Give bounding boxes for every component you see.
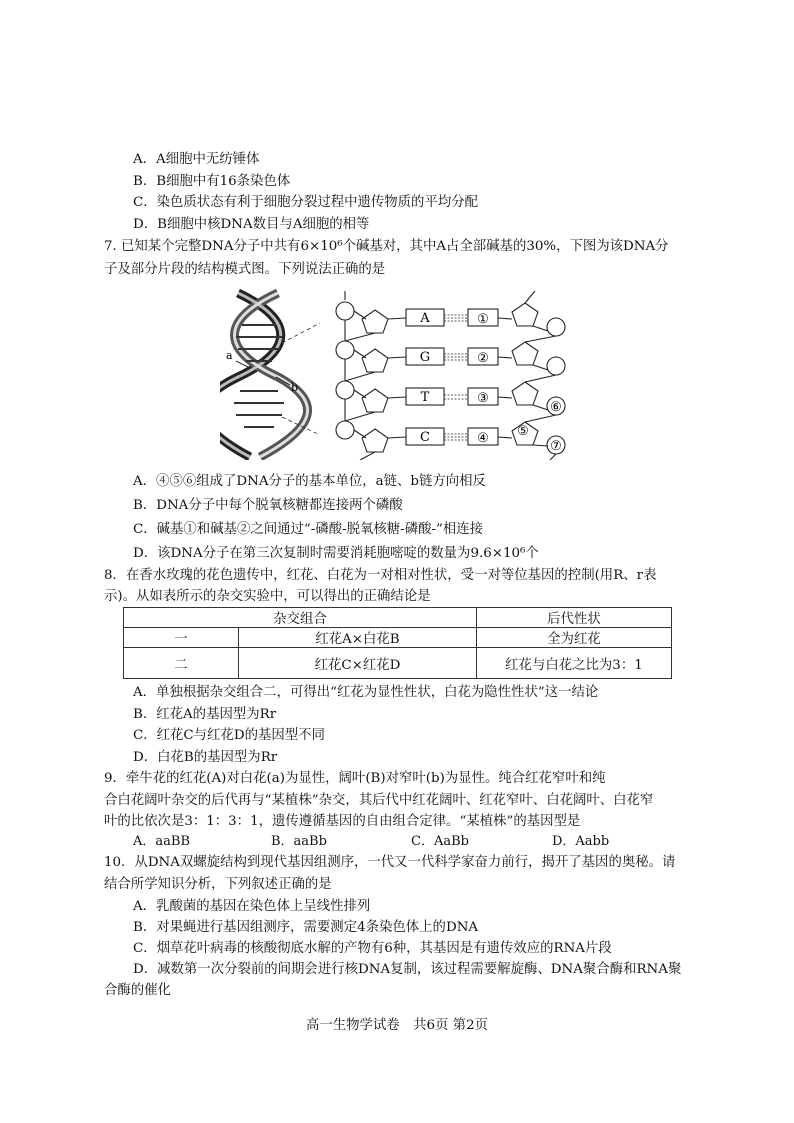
q9-stem-line2: 合白花阔叶杂交的后代再与“某植株”杂交，其后代中红花阔叶、红花窄叶、白花阔叶、白花窄: [104, 793, 654, 808]
q7-option-d: D．该DNA分子在第三次复制时需要消耗胞嘧啶的数量为9.6×10⁶个: [133, 546, 539, 561]
q6-option-c: C．染色质状态有利于细胞分裂过程中遗传物质的平均分配: [133, 195, 479, 210]
pair-label-1: ①: [477, 312, 489, 327]
q6-option-d: D．B细胞中核DNA数目与A细胞的相等: [133, 217, 370, 232]
table-cell: 红花与白花之比为3：1: [476, 648, 671, 679]
table-cell: 红花C×红花D: [239, 648, 477, 679]
table-cell: 全为红花: [476, 628, 671, 648]
q10-option-d: D．减数第一次分裂前的间期会进行核DNA复制，该过程需要解旋酶、DNA聚合酶和RNA聚: [133, 962, 682, 977]
q8-stem-line2: 示)。从如表所示的杂交实验中，可以得出的正确结论是: [104, 589, 431, 604]
base-pair-rows: [388, 309, 512, 446]
q9-option-a: A．aaBB: [133, 834, 190, 849]
q8-stem-line1: 8．在香水玫瑰的花色遗传中，红花、白花为一对相对性状，受一对等位基因的控制(用R、r表: [104, 568, 657, 583]
table-cell: 一: [124, 628, 239, 648]
dna-structure-figure: [220, 285, 580, 460]
table-header-offspring: 后代性状: [476, 608, 671, 628]
q9-option-d: D．Aabb: [552, 834, 610, 849]
q8-option-d: D．白花B的基因型为Rr: [133, 750, 278, 765]
q6-option-b: B．B细胞中有16条染色体: [133, 174, 291, 189]
part-label-7: ⑦: [550, 439, 562, 454]
helix-label-a: a: [226, 349, 233, 362]
q7-stem-line2: 子及部分片段的结构模式图。下列说法正确的是: [104, 262, 386, 277]
q7-stem-line1: 7. 已知某个完整DNA分子中共有6×10⁶个碱基对，其中A占全部碱基的30%，下图为该DNA分: [104, 239, 669, 254]
q9-option-b: B．aaBb: [271, 834, 327, 849]
q10-option-c: C．烟草花叶病毒的核酸彻底水解的产物有6种，其基因是有遗传效应的RNA片段: [133, 941, 612, 956]
table-cell: 二: [124, 648, 239, 679]
q10-stem-line2: 结合所学知识分析，下列叙述正确的是: [104, 877, 332, 892]
table-cell: 红花A×白花B: [239, 628, 477, 648]
part-label-6: ⑥: [550, 400, 562, 415]
helix-label-b: b: [291, 381, 299, 394]
page-footer: 高一生物学试卷 共6页 第2页: [306, 1018, 488, 1033]
q8-option-c: C．红花C与红花D的基因型不同: [133, 728, 325, 743]
base-label-2: G: [419, 350, 431, 365]
part-label-5: ⑤: [517, 424, 529, 439]
q7-option-c: C．碱基①和碱基②之间通过“-磷酸-脱氧核糖-磷酸-”相连接: [133, 522, 484, 537]
pair-label-2: ②: [477, 351, 489, 366]
q9-stem-line1: 9．牵牛花的红花(A)对白花(a)为显性，阔叶(B)对窄叶(b)为显性。纯合红花窄叶和纯: [104, 771, 606, 786]
pair-label-4: ④: [477, 431, 489, 446]
q9-option-c: C．AaBb: [411, 834, 469, 849]
cross-experiment-table: [123, 607, 672, 679]
q6-option-a: A．A细胞中无纺锤体: [133, 152, 260, 167]
q10-option-b: B．对果蝇进行基因组测序，需要测定4条染色体上的DNA: [133, 920, 479, 935]
base-label-4: C: [420, 430, 430, 445]
q10-stem-line1: 10．从DNA双螺旋结构到现代基因组测序，一代又一代科学家奋力前行，揭开了基因的奥秘。请: [104, 855, 676, 870]
double-helix-illustration: [220, 293, 308, 457]
q8-option-a: A．单独根据杂交组合二，可得出“红花为显性性状，白花为隐性性状”这一结论: [133, 685, 599, 700]
pair-label-3: ③: [477, 391, 489, 406]
q10-option-d-continuation: 合酶的催化: [104, 983, 171, 998]
q7-option-a: A．④⑤⑥组成了DNA分子的基本单位，a链、b链方向相反: [133, 474, 486, 489]
table-header-cross: 杂交组合: [124, 608, 477, 628]
q7-option-b: B．DNA分子中每个脱氧核糖都连接两个磷酸: [133, 498, 403, 513]
base-label-1: A: [420, 311, 430, 326]
q10-option-a: A．乳酸菌的基因在染色体上呈线性排列: [133, 899, 371, 914]
q8-option-b: B．红花A的基因型为Rr: [133, 707, 277, 722]
base-label-3: T: [420, 390, 430, 405]
left-strand-backbone: [336, 291, 388, 460]
q9-stem-line3: 叶的比依次是3：1：3：1，遗传遵循基因的自由组合定律。“某植株”的基因型是: [104, 814, 581, 829]
